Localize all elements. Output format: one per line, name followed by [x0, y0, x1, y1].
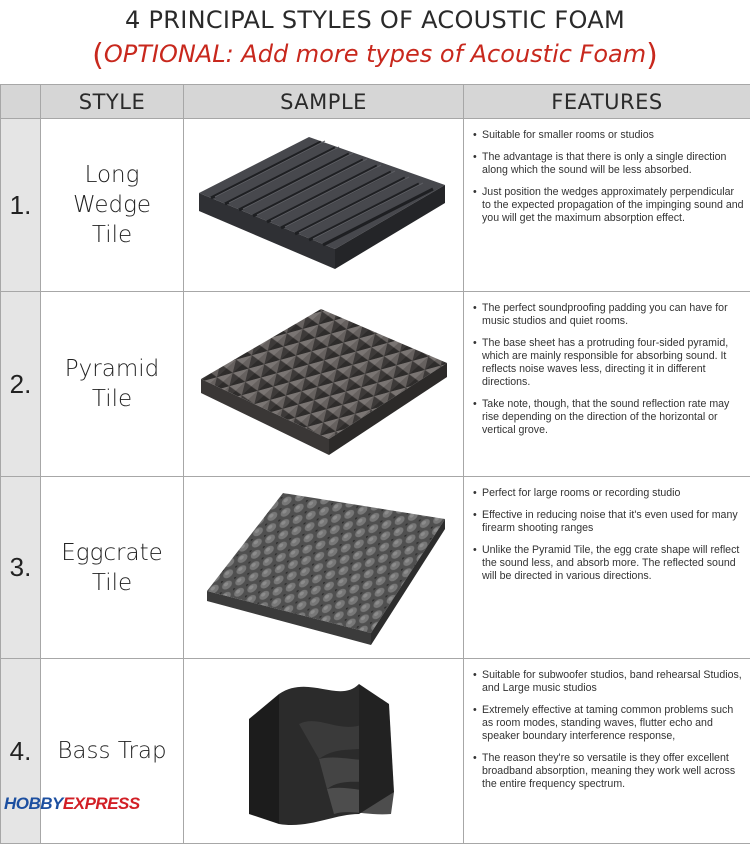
sample-column-header: SAMPLE [184, 85, 464, 119]
page-title: 4 PRINCIPAL STYLES OF ACOUSTIC FOAM [124, 6, 625, 34]
feature-item: • Unlike the Pyramid Tile, the egg crate shape will reflect the sound less, and absorb more. The reflected sound will be directed in various directions. [482, 544, 744, 583]
style-name-line: Tile [91, 222, 133, 248]
hobby-express-logo [4, 794, 140, 814]
pyramid-foam-image [193, 297, 455, 467]
features-cell [464, 659, 750, 844]
number-column-header [1, 85, 41, 119]
features-list [464, 477, 750, 583]
feature-item: • Perfect for large rooms or recording studio [482, 487, 744, 500]
style-name [41, 477, 184, 659]
sample-cell [184, 659, 464, 844]
style-name-line: Wedge [72, 192, 152, 218]
features-cell [464, 119, 750, 292]
eggcrate-foam-image [193, 481, 455, 651]
bass-trap-foam-image [239, 664, 409, 834]
style-name [41, 292, 184, 477]
features-list [464, 292, 750, 437]
feature-item: • Effective in reducing noise that it's even used for many firearm shooting ranges [482, 509, 744, 535]
foam-styles-table [0, 84, 750, 844]
style-name [41, 659, 184, 844]
table-row [1, 477, 750, 659]
long-wedge-foam-image [193, 123, 455, 283]
subtitle-close-paren: ) [646, 38, 658, 73]
table-row [1, 659, 750, 844]
features-list [464, 659, 750, 791]
style-name-line: Bass Trap [57, 738, 167, 764]
logo-hobby: HOBBY [4, 794, 63, 813]
logo-express: EXPRESS [62, 794, 140, 813]
feature-item: • The reason they're so versatile is they offer excellent broadband absorption, meaning they work well across the entire frequency spectrum. [482, 752, 744, 791]
features-cell [464, 477, 750, 659]
style-column-header: STYLE [41, 85, 184, 119]
features-list [464, 119, 750, 225]
feature-item: • Extremely effective at taming common problems such as room modes, standing waves, flutter echo and speaker boundary interference response, [482, 704, 744, 743]
sample-cell [184, 292, 464, 477]
row-number: 3. [1, 477, 41, 659]
table-header-row [1, 85, 750, 119]
feature-item: • Take note, though, that the sound reflection rate may rise depending on the direction of the horizontal or vertical grove. [482, 398, 744, 437]
table-row [1, 119, 750, 292]
feature-item: • The base sheet has a protruding four-sided pyramid, which are mainly responsible for absorbing sound. It reflects noise waves less, directing it in different directions. [482, 337, 744, 389]
page-subtitle [0, 38, 750, 73]
row-number: 2. [1, 292, 41, 477]
style-name-line: Tile [91, 386, 133, 412]
feature-item: • The perfect soundproofing padding you can have for music studios and quiet rooms. [482, 302, 744, 328]
style-name-line: Eggcrate [61, 539, 163, 566]
subtitle-text: OPTIONAL: Add more types of Acoustic Foam [103, 40, 647, 68]
feature-item: • Suitable for smaller rooms or studios [482, 129, 744, 142]
feature-item: • Suitable for subwoofer studios, band rehearsal Studios, and Large music studios [482, 669, 744, 695]
table-row [1, 292, 750, 477]
row-number: 4. [1, 659, 41, 844]
features-column-header: FEATURES [464, 85, 750, 119]
feature-item: • The advantage is that there is only a single direction along which the sound will be less absorbed. [482, 151, 744, 177]
style-name-line: Pyramid [64, 356, 160, 382]
row-number: 1. [1, 119, 41, 292]
sample-cell [184, 119, 464, 292]
style-name-line: Tile [91, 569, 133, 596]
features-cell [464, 292, 750, 477]
style-name-line: Long [84, 162, 140, 188]
subtitle-open-paren: ( [92, 38, 104, 73]
style-name [41, 119, 184, 292]
sample-cell [184, 477, 464, 659]
feature-item: • Just position the wedges approximately perpendicular to the expected propagation of the impinging sound and you will get the maximum absorption effect. [482, 186, 744, 225]
